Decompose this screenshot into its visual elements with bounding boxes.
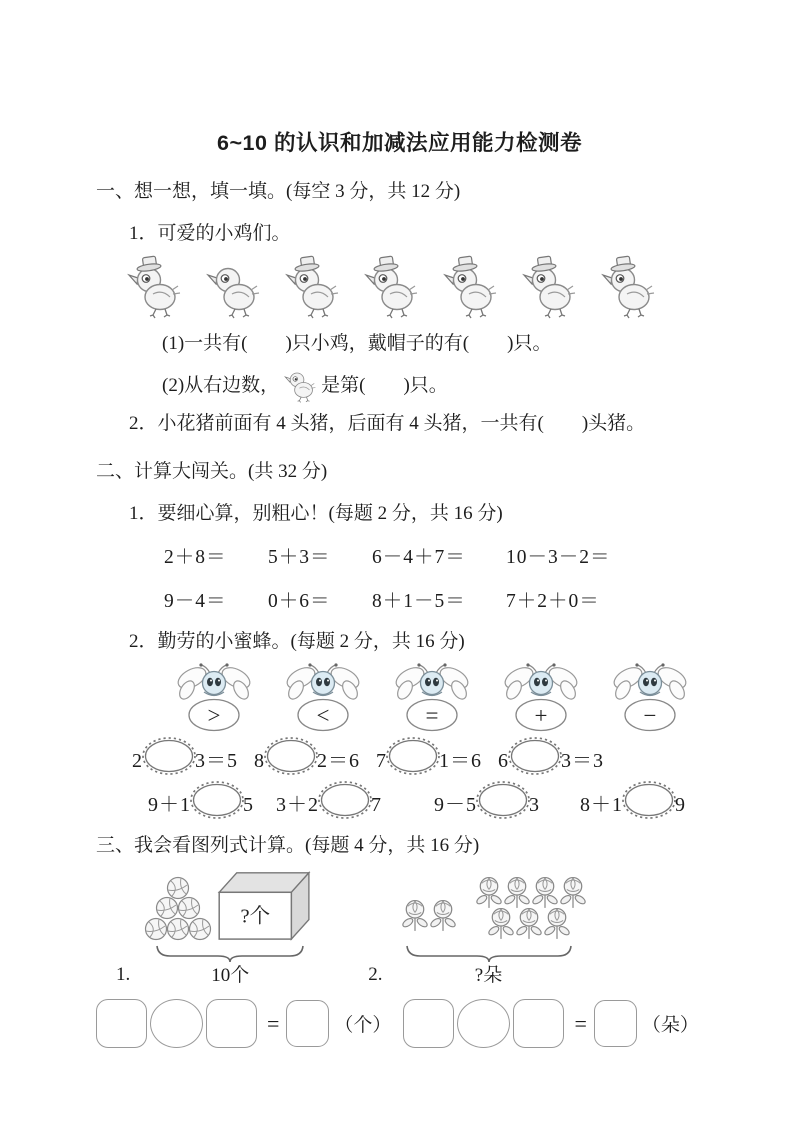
chick-icon: [521, 255, 577, 319]
chick-icon: [284, 255, 340, 319]
answer-result-box[interactable]: [594, 1000, 637, 1047]
equals-sign: =: [267, 1010, 280, 1036]
chick-icon: [205, 255, 261, 319]
answer-row: [96, 999, 703, 1048]
bee-equation: [498, 735, 604, 777]
equation-right: 2＝6: [317, 750, 360, 772]
bee-label: 2．勤劳的小蜜蜂。(每题 2 分，共 16 分): [129, 631, 465, 652]
equation-right: 9: [675, 794, 686, 816]
bee-equation: [434, 779, 540, 821]
section1-heading: 一、想一想，填一填。(每空 3 分，共 12 分): [96, 181, 461, 202]
chick-icon: [126, 255, 182, 319]
equation-right: 5: [243, 794, 254, 816]
underbrace: [155, 945, 305, 963]
bee-symbol: <: [316, 703, 330, 728]
equals-sign: =: [574, 1010, 587, 1036]
answer-operator-circle[interactable]: [457, 999, 510, 1048]
mystery-box-icon: [210, 865, 322, 943]
unit-label: （朵）: [641, 1015, 699, 1036]
bee-symbol: >: [207, 703, 221, 728]
section2-heading: 二、计算大闯关。(共 32 分): [96, 461, 328, 482]
equation-left: 9＋1: [148, 794, 191, 816]
problem-number: 1.: [116, 964, 131, 985]
brace-label: ?朵: [474, 965, 503, 986]
section3-heading: 三、我会看图列式计算。(每题 4 分，共 16 分): [96, 835, 480, 856]
bee-symbol: +: [534, 703, 548, 728]
bee-icon: [499, 661, 583, 733]
calc-row-1: [164, 541, 703, 569]
flower-icon: [543, 906, 571, 943]
picture-problem-1: [116, 865, 322, 987]
calc-label: 1．要细心算，别粗心！(每题 2 分，共 16 分): [129, 503, 503, 524]
chick-icon: [363, 255, 419, 319]
item2-text: 2．小花猪前面有 4 头猪，后面有 4 头猪，一共有( )头猪。: [129, 413, 646, 434]
answer-oval[interactable]: [140, 735, 198, 777]
bees-row: [172, 661, 703, 733]
calc-row-2: [164, 585, 703, 613]
answer-oval[interactable]: [262, 735, 320, 777]
answer-oval[interactable]: [188, 779, 246, 821]
calc-expression: 10－3－2＝: [506, 547, 611, 568]
picture-problems: [116, 865, 703, 987]
flower-group-left: [401, 898, 457, 935]
answer-box[interactable]: [403, 999, 454, 1048]
bee-equation: [148, 779, 254, 821]
picture-problem-2: [368, 875, 586, 987]
equation-right: 3＝3: [561, 750, 604, 772]
equation-left: 3＋2: [276, 794, 319, 816]
answer-oval[interactable]: [384, 735, 442, 777]
box-question-text: ?个: [240, 905, 271, 928]
calc-expression: 6－4＋7＝: [372, 547, 466, 568]
answer-oval[interactable]: [620, 779, 678, 821]
calc-expression: 0＋6＝: [268, 591, 331, 612]
question-1: (1)一共有( )只小鸡，戴帽子的有( )只。: [162, 333, 552, 354]
equation-right: 7: [371, 794, 382, 816]
bee-icon: [608, 661, 692, 733]
bee-equation: [276, 779, 382, 821]
flower-icon: [429, 898, 457, 935]
bee-equation: [132, 735, 238, 777]
balls-icon: [138, 873, 218, 943]
unit-label: （个）: [334, 1015, 392, 1036]
calc-expression: 2＋8＝: [164, 547, 227, 568]
chicks-row: [126, 255, 703, 319]
equation-left: 8: [254, 750, 265, 772]
flower-icon: [515, 906, 543, 943]
chick-icon: [600, 255, 656, 319]
underbrace: [405, 945, 573, 963]
equation-right: 3＝5: [195, 750, 238, 772]
answer-box[interactable]: [206, 999, 257, 1048]
question-2-suffix: 是第( )只。: [321, 375, 448, 396]
calc-expression: 9－4＝: [164, 591, 227, 612]
bee-equation: [254, 735, 360, 777]
question-2: [162, 365, 703, 399]
chick-icon: [442, 255, 498, 319]
answer-operator-circle[interactable]: [150, 999, 203, 1048]
flower-group-right: [475, 875, 587, 943]
bee-equation: [580, 779, 686, 821]
bee-equation: [376, 735, 482, 777]
brace-label: 10个: [211, 965, 250, 986]
answer-oval[interactable]: [316, 779, 374, 821]
equation-left: 6: [498, 750, 509, 772]
question-2-prefix: (2)从右边数，: [162, 375, 280, 396]
bee-symbol: −: [643, 703, 657, 728]
bee-equation-row-2: [148, 779, 703, 821]
answer-result-box[interactable]: [286, 1000, 329, 1047]
bee-icon: [390, 661, 474, 733]
page-title: 6~10 的认识和加减法应用能力检测卷: [217, 131, 582, 155]
bee-symbol: =: [425, 703, 439, 728]
equation-left: 9－5: [434, 794, 477, 816]
equation-left: 7: [376, 750, 387, 772]
bee-equation-row-1: [132, 735, 703, 777]
bee-icon: [172, 661, 256, 733]
answer-oval[interactable]: [474, 779, 532, 821]
item1-label: 1．可爱的小鸡们。: [129, 223, 291, 244]
problem-number: 2.: [368, 964, 383, 985]
calc-expression: 7＋2＋0＝: [506, 591, 600, 612]
flower-icon: [487, 906, 515, 943]
chick-icon: [283, 365, 317, 403]
equation-right: 1＝6: [439, 750, 482, 772]
answer-box[interactable]: [96, 999, 147, 1048]
calc-expression: 8＋1－5＝: [372, 591, 466, 612]
answer-oval[interactable]: [506, 735, 564, 777]
bee-icon: [281, 661, 365, 733]
equation-left: 8＋1: [580, 794, 623, 816]
calc-expression: 5＋3＝: [268, 547, 331, 568]
equation-right: 3: [529, 794, 540, 816]
answer-box[interactable]: [513, 999, 564, 1048]
equation-left: 2: [132, 750, 143, 772]
flower-icon: [401, 898, 429, 935]
